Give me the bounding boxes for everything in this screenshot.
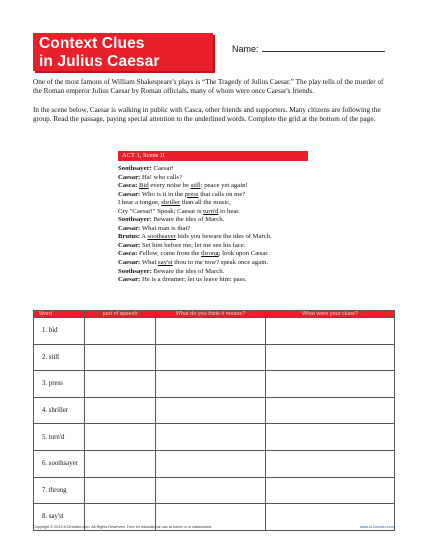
scene-line [118,225,308,234]
meaning-cell[interactable] [156,318,266,345]
underlined-word: Bid [139,182,149,190]
column-header-meaning: What do you think it means? [156,311,266,318]
meaning-cell[interactable] [156,424,266,451]
meaning-cell[interactable] [156,344,266,371]
line-text: than all the music, [180,199,231,207]
grid-word-cell: 6. soothsayer [34,450,85,477]
speaker-name: Casca: [118,182,138,190]
line-text: Ha! who calls? [140,173,183,181]
underlined-word: throng [201,250,219,258]
part-of-speech-cell[interactable] [85,424,156,451]
vocabulary-grid [33,310,395,531]
table-row [34,397,395,424]
line-text: I hear a tongue, [118,199,162,207]
line-text: Beware the ides of March. [151,267,225,275]
grid-word-cell: 7. throng [34,477,85,504]
speaker-name: Soothsayer: [118,267,152,275]
underlined-word: soothsayer [147,233,176,241]
line-text: : peace yet again! [200,182,248,190]
scene-line [118,165,308,174]
part-of-speech-cell[interactable] [85,344,156,371]
clues-cell[interactable] [266,397,395,424]
line-text: Who is it in the [140,190,185,198]
intro-paragraph-1: One of the most famous of William Shakespeare's plays is “The Tragedy of Julius Caesar.” The play tells of the murder of the Roman emperor Julius Caesar by Roman officials, many of whom were once Caesar's friends. [33,78,384,95]
scene-line [118,208,308,217]
line-text: He is a dreamer; let us leave him: pass. [140,276,247,284]
grid-word-cell: 4. shriller [34,397,85,424]
website-link[interactable]: www.k12reader.com [359,525,394,529]
scene-passage [118,151,308,285]
scene-line [118,276,308,285]
line-text: that calls on me? [198,190,246,198]
part-of-speech-cell[interactable] [85,371,156,398]
grid-word-cell: 5. turn'd [34,424,85,451]
copyright-text: Copyright © 2013 K12reader.com. All Rights Reserved. Free for educational use at home or in classrooms. [33,525,213,529]
line-text: What man is that? [140,224,191,232]
column-header-word: Word [34,311,85,318]
scene-line [118,216,308,225]
scene-line [118,242,308,251]
clues-cell[interactable] [266,424,395,451]
underlined-word: turn'd [203,207,219,215]
scene-line [118,191,308,200]
name-blank-line[interactable] [262,42,385,52]
meaning-cell[interactable] [156,450,266,477]
table-row [34,318,395,345]
scene-line [118,268,308,277]
column-header-part-of-speech: part of speech [85,311,156,318]
scene-line [118,259,308,268]
line-text: Cry "Caesar!" Speak; Caesar is [118,207,204,215]
meaning-cell[interactable] [156,477,266,504]
line-text: Caesar! [151,165,174,172]
line-text: What [140,259,159,267]
line-text: to hear. [218,207,240,215]
name-label: Name: [232,44,259,54]
table-row [34,371,395,398]
speaker-name: Soothsayer: [118,165,152,172]
scene-line [118,250,308,259]
line-text: Set him before me; let me see his face. [140,241,246,249]
grid-header-row [34,311,395,318]
line-text: Fellow, come from the [137,250,202,258]
meaning-cell[interactable] [156,371,266,398]
line-text: bids you beware the ides of March. [175,233,272,241]
speaker-name: Caesar: [118,173,141,181]
clues-cell[interactable] [266,450,395,477]
footer [33,525,394,529]
clues-cell[interactable] [266,318,395,345]
speaker-name: Caesar: [118,276,141,284]
line-text: A [139,233,148,241]
underlined-word: press [184,190,199,198]
table-row [34,450,395,477]
title-line-2: in Julius Caesar [39,53,160,70]
part-of-speech-cell[interactable] [85,450,156,477]
underlined-word: still [190,182,201,190]
speaker-name: Caesar: [118,190,141,198]
speaker-name: Brutus: [118,233,140,241]
grid-word-cell: 8. say'st [34,504,85,531]
clues-cell[interactable] [266,477,395,504]
scene-line [118,199,308,208]
worksheet-title [33,33,213,71]
meaning-cell[interactable] [156,397,266,424]
column-header-clues: What were your clues? [266,311,395,318]
part-of-speech-cell[interactable] [85,477,156,504]
scene-heading: ACT 1, Scene II [118,151,308,161]
scene-line [118,233,308,242]
title-line-1: Context Clues [39,35,145,52]
underlined-word: shriller [161,199,181,207]
scene-lines [118,165,308,285]
speaker-name: Caesar: [118,241,141,249]
clues-cell[interactable] [266,371,395,398]
part-of-speech-cell[interactable] [85,397,156,424]
speaker-name: Caesar: [118,224,141,232]
grid-word-cell: 1. bid [34,318,85,345]
name-field [232,42,385,54]
grid-word-cell: 3. press [34,371,85,398]
speaker-name: Soothsayer: [118,216,152,224]
part-of-speech-cell[interactable] [85,318,156,345]
line-text: ; look upon Cæsar. [218,250,269,258]
clues-cell[interactable] [266,344,395,371]
line-text: every noise be [148,182,191,190]
scene-line [118,174,308,183]
intro-paragraph-2: In the scene below, Caesar is walking in public with Casca, other friends and supporters. Many citizens are following the group. Read the passage, paying special attention to the underlined words. Complete the grid at the bottom of the page. [33,106,381,123]
grid-word-cell: 2. still [34,344,85,371]
line-text: Beware the ides of March. [151,216,225,224]
speaker-name: Caesar: [118,259,141,267]
underlined-word: say'st [158,259,173,267]
table-row [34,477,395,504]
table-row [34,424,395,451]
scene-line [118,182,308,191]
speaker-name: Casca: [118,250,138,258]
table-row [34,344,395,371]
line-text: thou to me now? speak once again. [172,259,269,267]
